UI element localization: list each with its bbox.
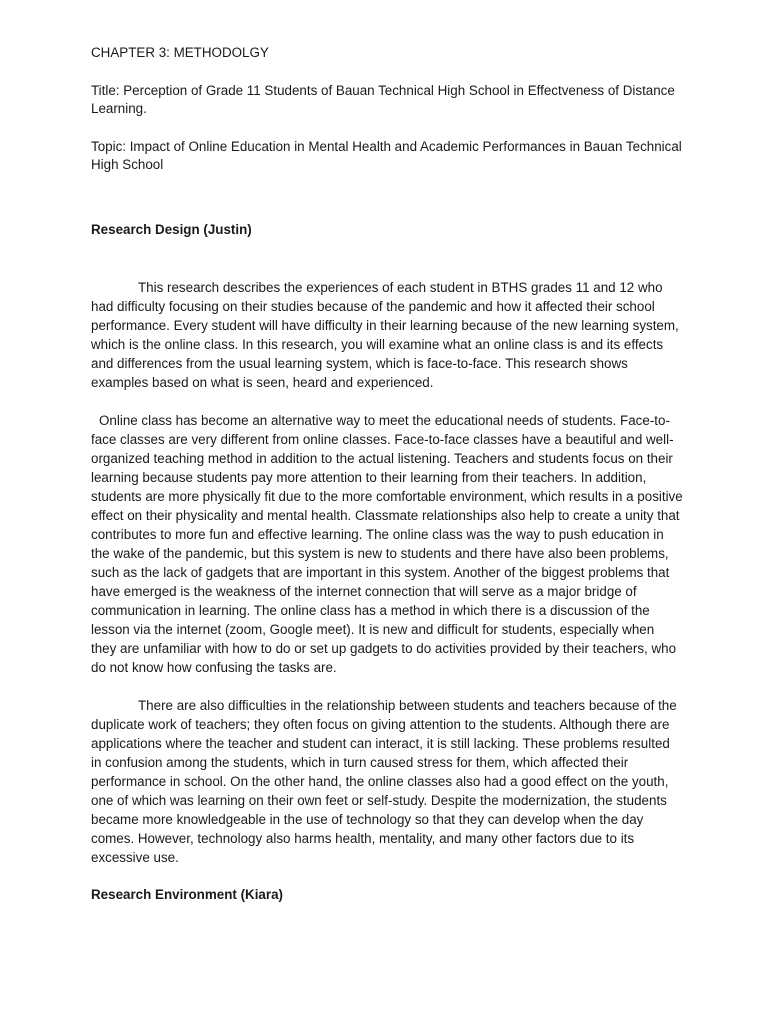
- section-heading-research-design: Research Design (Justin): [91, 221, 252, 237]
- section-heading-research-environment: Research Environment (Kiara): [91, 886, 283, 902]
- paragraph-research-design-2: Online class has become an alternative way to meet the educational needs of students. Face-to-face classes are very different from online classes. Face-to-face classes have a beautiful and well-organized teaching method in addition to the actual listening. Teachers and students focus on their learning because students pay more attention to their learning from their teachers. In addition, students are more physically fit due to the more comfortable environment, which results in a positive effect on their physicality and mental health. Classmate relationships also help to create a unity that contributes to more fun and effective learning. The online class was the way to push education in the wake of the pandemic, but this system is new to students and there have also been problems, such as the lack of gadgets that are important in this system. Another of the biggest problems that have emerged is the weakness of the internet connection that will serve as a major bridge of communication in learning. The online class has a method in which there is a discussion of the lesson via the internet (zoom, Google meet). It is new and difficult for students, especially when they are unfamiliar with how to do or set up gadgets to do activities provided by their teachers, who do not know how confusing the tasks are.: [91, 412, 683, 675]
- document-topic: Topic: Impact of Online Education in Mental Health and Academic Performances in Bauan Technical High School: [91, 138, 682, 173]
- document-title: Title: Perception of Grade 11 Students of Bauan Technical High School in Effectveness of Distance Learning.: [91, 82, 675, 117]
- document-page: [91, 44, 683, 904]
- paragraph-research-design-3: There are also difficulties in the relationship between students and teachers because of the duplicate work of teachers; they often focus on giving attention to the students. Although there are applications where the teacher and student can interact, it is still lacking. These problems resulted in confusion among the students, which in turn caused stress for them, which affected their performance in school. On the other hand, the online classes also had a good effect on the youth, one of which was learning on their own feet or self-study. Despite the modernization, the students became more knowledgeable in the use of technology so that they can develop when the day comes. However, technology also harms health, mentality, and many other factors due to its excessive use.: [91, 697, 677, 865]
- paragraph-research-design-1: This research describes the experiences of each student in BTHS grades 11 and 12 who had difficulty focusing on their studies because of the pandemic and how it affected their school performance. Every student will have difficulty in their learning because of the new learning system, which is the online class. In this research, you will examine what an online class is and its effects and differences from the usual learning system, which is face-to-face. This research shows examples based on what is seen, heard and experienced.: [91, 279, 679, 390]
- chapter-heading: CHAPTER 3: METHODOLGY: [91, 45, 269, 60]
